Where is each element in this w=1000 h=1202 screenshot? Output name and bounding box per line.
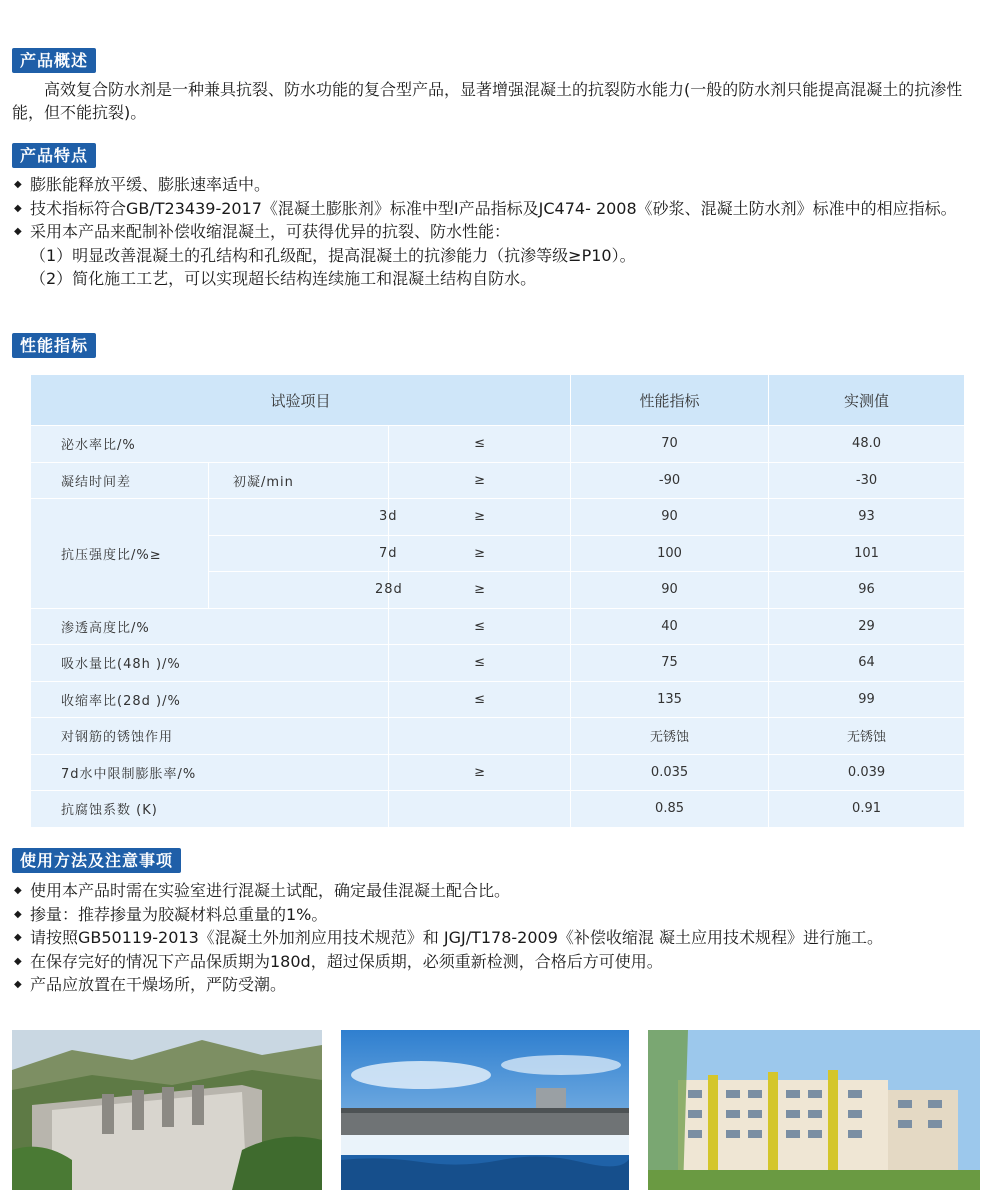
row-measured: 96 [769, 572, 965, 609]
row-operator: ≤ [389, 608, 571, 645]
table-header-row [31, 375, 965, 426]
row-operator [389, 718, 571, 755]
sub-list-item: （2）简化施工工艺，可以实现超长结构连续施工和混凝土结构自防水。 [30, 269, 537, 288]
diamond-bullet-icon: ◆ [14, 955, 22, 967]
overview-section-title: 产品概述 [12, 48, 96, 73]
row-measured: 0.039 [769, 754, 965, 791]
table-row [31, 426, 965, 463]
row-measured: 无锈蚀 [769, 718, 965, 755]
performance-section-title: 性能指标 [12, 333, 96, 358]
row-spec: 40 [571, 608, 769, 645]
row-name: 凝结时间差 [31, 462, 209, 499]
row-sub-item: 初凝/min [209, 462, 389, 499]
row-operator [389, 791, 571, 828]
row-operator: ≤ [389, 645, 571, 682]
diamond-bullet-icon: ◆ [14, 202, 22, 214]
row-operator: ≥ [389, 499, 571, 536]
table-row [31, 462, 965, 499]
table-row [31, 791, 965, 828]
row-measured: 101 [769, 535, 965, 572]
row-spec: 135 [571, 681, 769, 718]
list-item: ◆ 请按照GB50119-2013《混凝土外加剂应用技术规范》和 JGJ/T178-2009《补偿收缩混 凝土应用技术规程》进行施工。 [12, 926, 988, 950]
sluice-gate-photo [341, 1030, 629, 1190]
usage-section-title: 使用方法及注意事项 [12, 848, 181, 873]
row-spec: 90 [571, 499, 769, 536]
header-test-item: 试验项目 [31, 375, 571, 426]
table-row [31, 718, 965, 755]
diamond-bullet-icon: ◆ [14, 979, 22, 990]
row-name: 吸水量比(48h )/% [31, 645, 389, 682]
apartment-building-photo [648, 1030, 980, 1190]
row-name: 收缩率比(28d )/% [31, 681, 389, 718]
row-spec: 无锈蚀 [571, 718, 769, 755]
header-spec: 性能指标 [571, 375, 769, 426]
list-item: ◆ 使用本产品时需在实验室进行混凝土试配，确定最佳混凝土配合比。 [12, 879, 988, 903]
diamond-bullet-icon: ◆ [14, 179, 22, 190]
row-measured: 0.91 [769, 791, 965, 828]
row-operator: ≤ [389, 426, 571, 463]
row-measured: 93 [769, 499, 965, 536]
row-spec: 70 [571, 426, 769, 463]
diamond-bullet-icon: ◆ [14, 908, 22, 920]
row-measured: 64 [769, 645, 965, 682]
list-item: ◆ 技术指标符合GB/T23439-2017《混凝土膨胀剂》标准中型Ⅰ产品指标及JC474- 2008《砂浆、混凝土防水剂》标准中的相应指标。 [12, 197, 988, 221]
table-row [31, 681, 965, 718]
row-age: 7d [209, 535, 389, 572]
row-operator: ≥ [389, 462, 571, 499]
row-operator: ≥ [389, 535, 571, 572]
row-spec: 0.035 [571, 754, 769, 791]
row-age: 3d [209, 499, 389, 536]
list-item: ◆ 膨胀能释放平缓、膨胀速率适中。 [12, 173, 988, 197]
row-spec: 100 [571, 535, 769, 572]
row-measured: 99 [769, 681, 965, 718]
row-spec: 0.85 [571, 791, 769, 828]
list-item: ◆ 掺量：推荐掺量为胶凝材料总重量的1%。 [12, 903, 988, 927]
header-measured: 实测值 [769, 375, 965, 426]
diamond-bullet-icon: ◆ [14, 932, 22, 943]
diamond-bullet-icon: ◆ [14, 226, 22, 237]
row-operator: ≤ [389, 681, 571, 718]
table-row [31, 754, 965, 791]
row-name: 7d水中限制膨胀率/% [31, 754, 389, 791]
list-item: ◆ 产品应放置在干燥场所，严防受潮。 [12, 973, 988, 997]
sub-list-item: （1）明显改善混凝土的孔结构和孔级配，提高混凝土的抗渗能力（抗渗等级≥P10）。 [30, 245, 636, 265]
table-row [31, 499, 965, 536]
row-measured: 29 [769, 608, 965, 645]
row-spec: 90 [571, 572, 769, 609]
row-name: 渗透高度比/% [31, 608, 389, 645]
row-name: 抗腐蚀系数 (K) [31, 791, 389, 828]
overview-text: 高效复合防水剂是一种兼具抗裂、防水功能的复合型产品，显著增强混凝土的抗裂防水能力(一般的防水剂只能提高混凝土的抗渗性能，但不能抗裂)。 [12, 80, 963, 122]
row-name: 泌水率比/% [31, 426, 389, 463]
row-measured: -30 [769, 462, 965, 499]
table-row [31, 608, 965, 645]
usage-list [12, 879, 988, 997]
row-measured: 48.0 [769, 426, 965, 463]
row-name: 抗压强度比/%≥ [31, 499, 209, 609]
row-age: 28d [209, 572, 389, 609]
row-spec: -90 [571, 462, 769, 499]
table-row [31, 645, 965, 682]
dam-photo [12, 1030, 322, 1190]
features-list [12, 173, 988, 291]
features-section-title: 产品特点 [12, 143, 96, 168]
row-operator: ≥ [389, 572, 571, 609]
row-name: 对钢筋的锈蚀作用 [31, 718, 389, 755]
row-operator: ≥ [389, 754, 571, 791]
list-item: ◆ 在保存完好的情况下产品保质期为180d，超过保质期，必须重新检测，合格后方可使用。 [12, 950, 988, 974]
performance-table [30, 374, 965, 828]
diamond-bullet-icon: ◆ [14, 885, 22, 896]
row-spec: 75 [571, 645, 769, 682]
list-item: ◆ 采用本产品来配制补偿收缩混凝土，可获得优异的抗裂、防水性能： [12, 220, 988, 244]
